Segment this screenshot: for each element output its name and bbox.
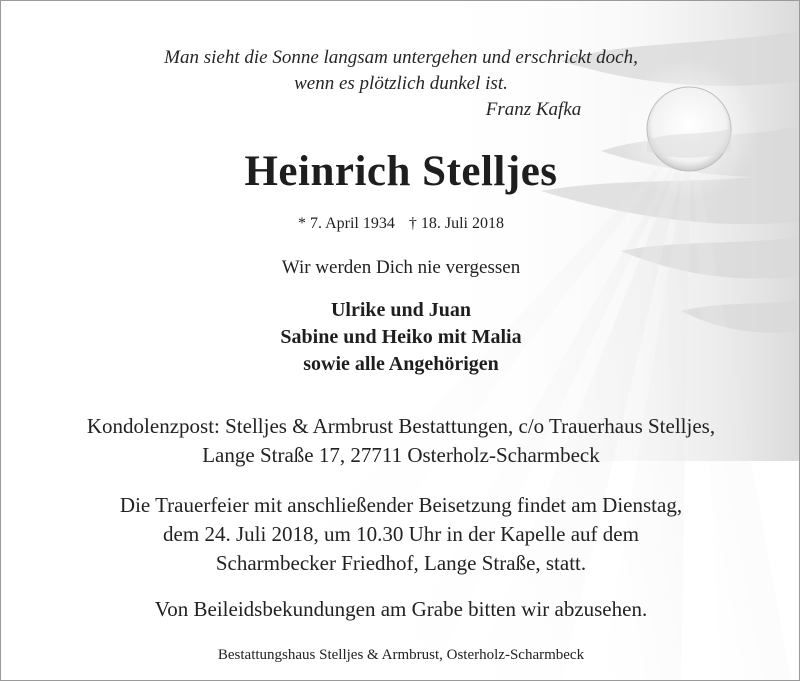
- condolence-line-1: Kondolenzpost: Stelljes & Armbrust Bestattungen, c/o Trauerhaus Stelljes,: [86, 414, 716, 438]
- mourner-line: Ulrike und Juan: [330, 299, 472, 321]
- condolence-line-2: Lange Straße 17, 27711 Osterholz-Scharmbeck: [202, 443, 600, 467]
- life-dates: [1, 215, 800, 233]
- death-date: † 18. Juli 2018: [408, 215, 504, 232]
- service-line-1: Die Trauerfeier mit anschließender Beisetzung findet am Dienstag,: [119, 493, 683, 517]
- funeral-home-footer: Bestattungshaus Stelljes & Armbrust, Osterholz-Scharmbeck: [217, 647, 585, 663]
- service-line-3: Scharmbecker Friedhof, Lange Straße, statt.: [215, 551, 587, 575]
- condolence-request: Von Beileidsbekundungen am Grabe bitten wir abzusehen.: [154, 597, 648, 621]
- birth-date: * 7. April 1934: [297, 215, 395, 232]
- mourner-line: sowie alle Angehörigen: [303, 353, 499, 375]
- quote-line-1: Man sieht die Sonne langsam untergehen und erschrickt doch,: [164, 47, 638, 68]
- quote-author: Franz Kafka: [485, 99, 582, 120]
- motto: Wir werden Dich nie vergessen: [281, 257, 521, 278]
- deceased-name: Heinrich Stelljes: [244, 148, 558, 195]
- mourners-list: [1, 297, 800, 378]
- service-line-2: dem 24. Juli 2018, um 10.30 Uhr in der Kapelle auf dem: [163, 522, 639, 546]
- quote-line-2: wenn es plötzlich dunkel ist.: [294, 73, 508, 94]
- kafka-quote: [1, 45, 800, 123]
- mourner-line: Sabine und Heiko mit Malia: [280, 326, 522, 348]
- funeral-service-info: [1, 491, 800, 578]
- condolence-address: [1, 412, 800, 470]
